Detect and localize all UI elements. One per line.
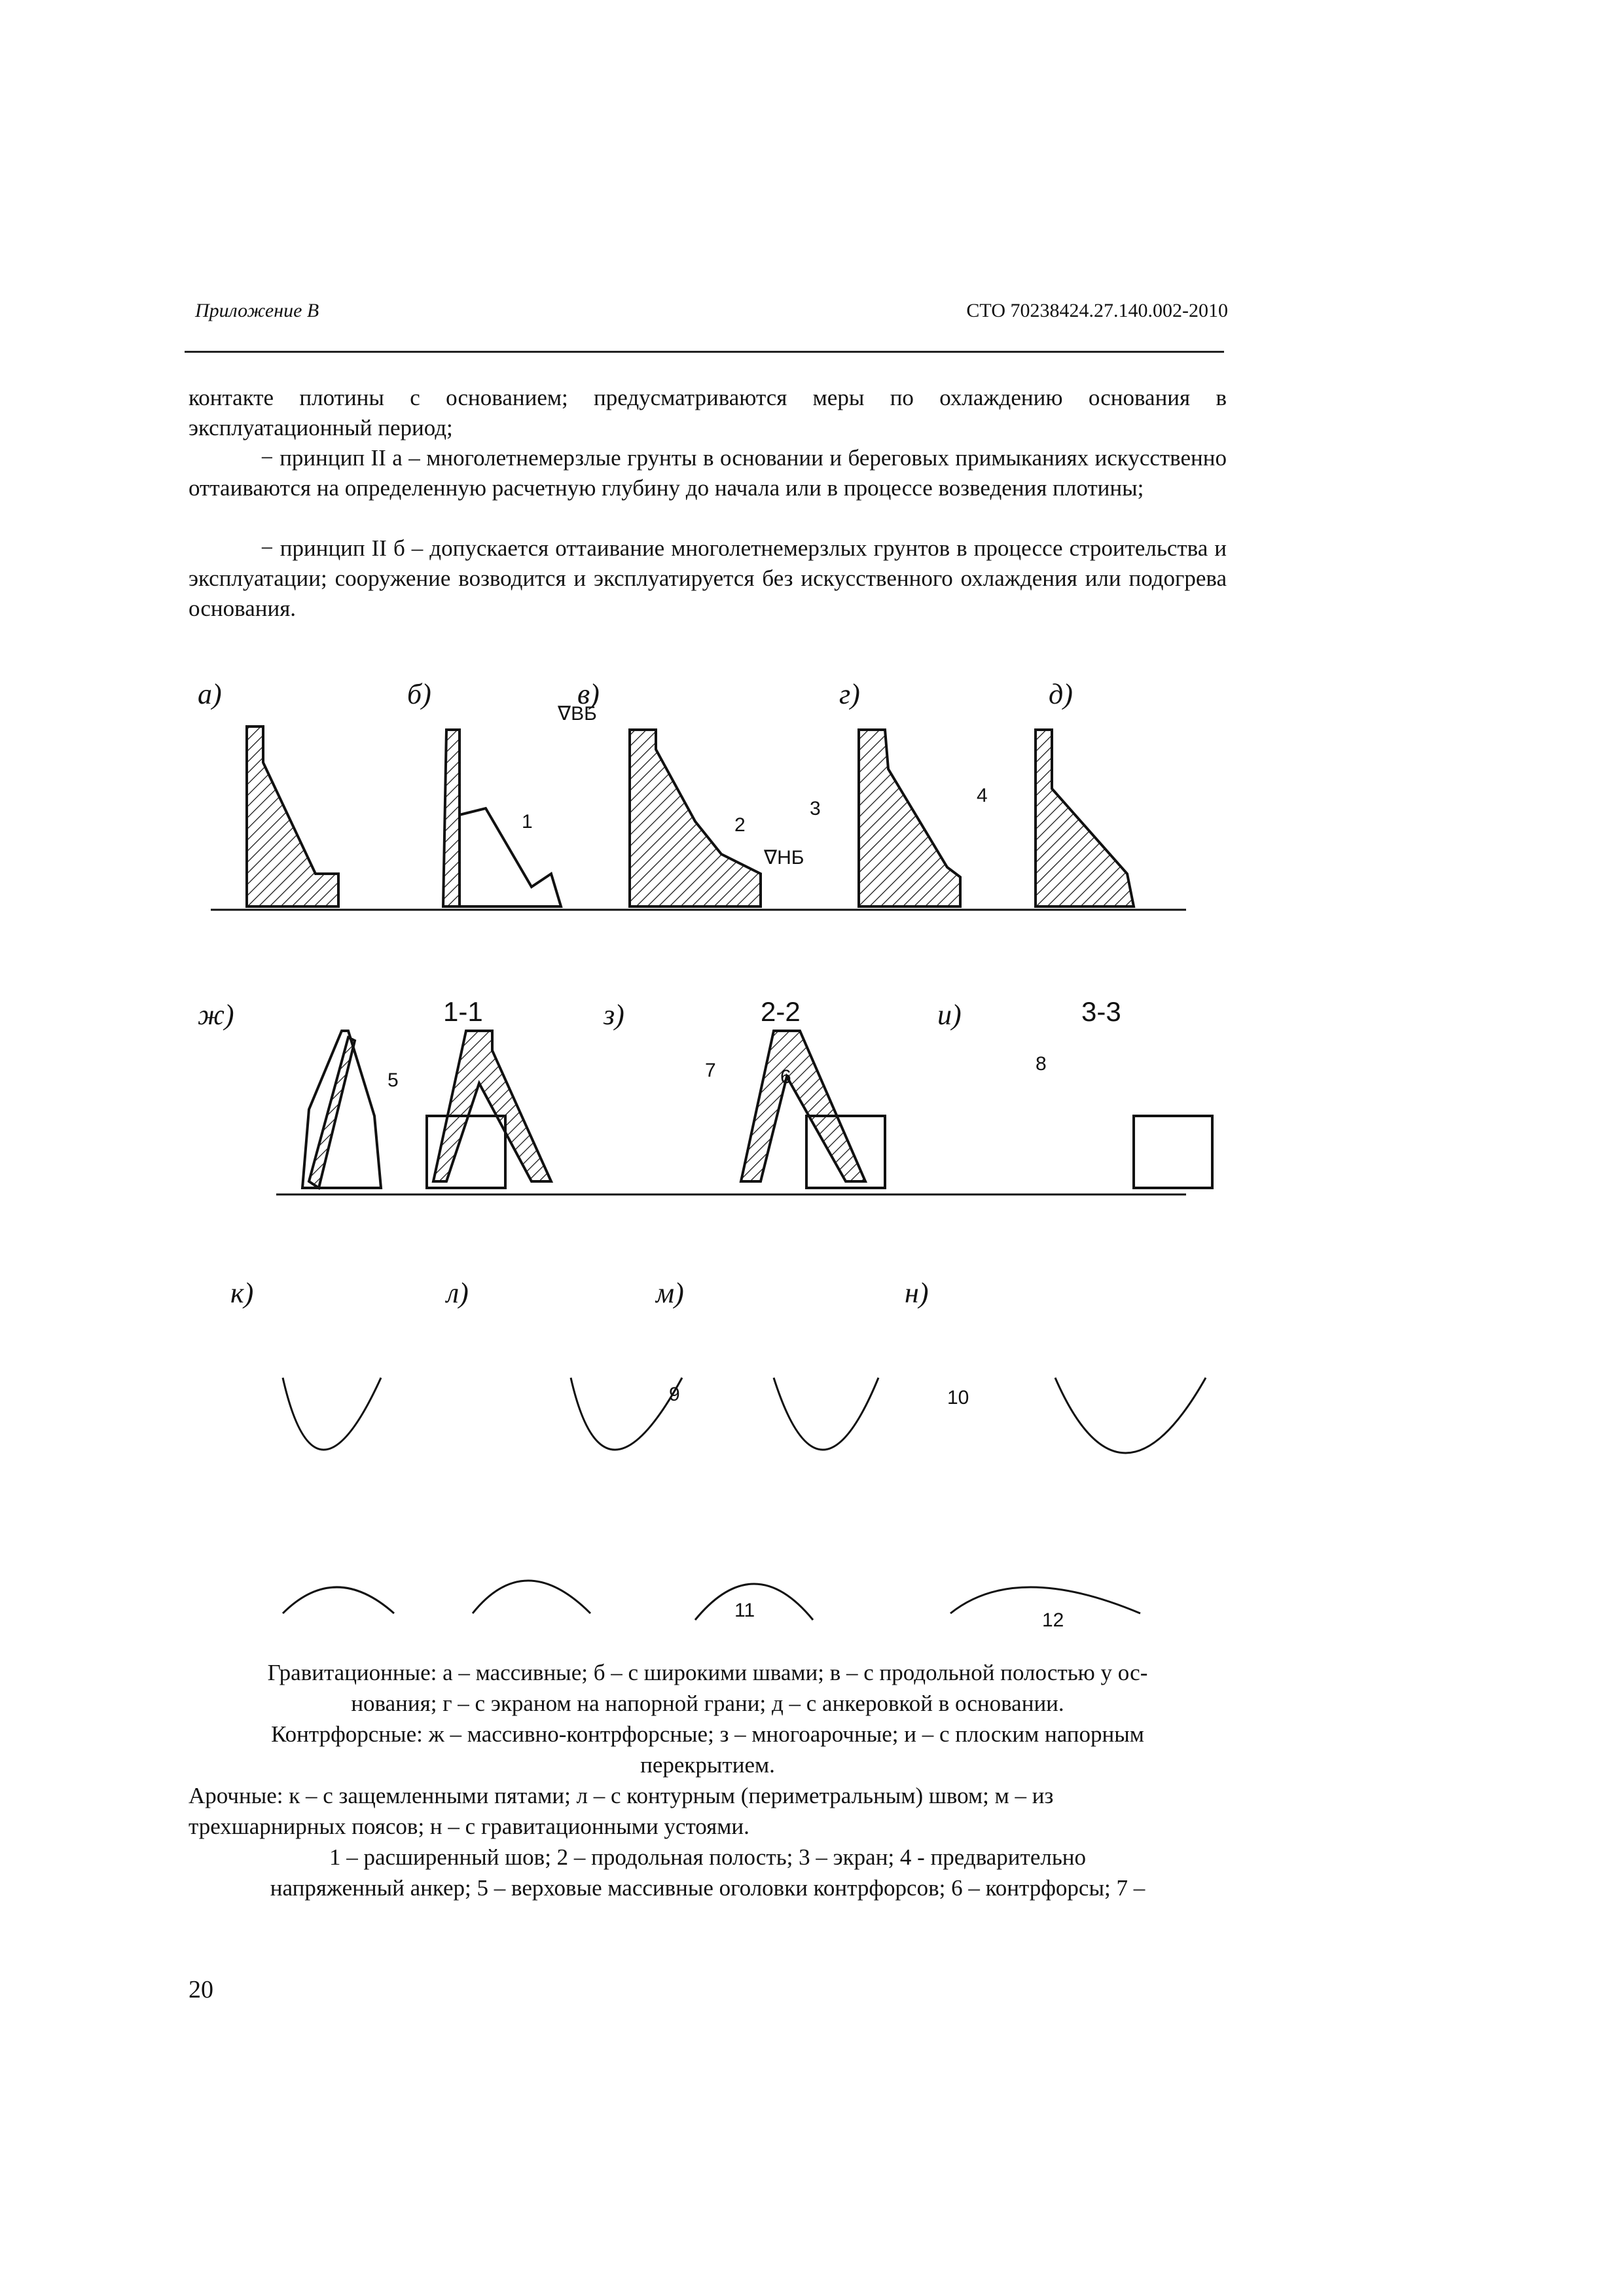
callout-12: 12: [1042, 1609, 1064, 1631]
callout-11: 11: [734, 1600, 755, 1621]
callout-9: 9: [669, 1384, 680, 1405]
header-rule: [185, 351, 1224, 353]
paragraph-1: контакте плотины с основанием; предусматриваются меры по охлаждению основания в эксплуатационный период;: [189, 385, 1227, 440]
caption-arch-2: трехшарнирных поясов; н – с гравитационными устоями.: [189, 1814, 749, 1839]
section-label-2-2: 2-2: [761, 996, 801, 1027]
page-number: 20: [189, 1976, 213, 2003]
panel-label-v: в): [577, 678, 600, 710]
panel-label-n: н): [905, 1277, 929, 1309]
callout-7: 7: [705, 1060, 716, 1081]
callout-4: 4: [977, 785, 988, 806]
panel-label-a: а): [198, 678, 222, 710]
panel-label-d: д): [1049, 678, 1073, 710]
callout-5: 5: [388, 1069, 399, 1091]
callout-1: 1: [522, 811, 533, 833]
caption-gravity-2: нования; г – с экраном на напорной грани; д – с анкеровкой в основании.: [351, 1691, 1064, 1716]
callout-10: 10: [947, 1387, 969, 1408]
caption-legend-1: 1 – расширенный шов; 2 – продольная полость; 3 – экран; 4 - предварительно: [329, 1844, 1087, 1870]
panel-label-m: м): [656, 1277, 684, 1309]
caption-gravity-1: Гравитационные: а – массивные; б – с широкими швами; в – с продольной полостью у ос-: [267, 1660, 1148, 1685]
panel-label-b: б): [407, 678, 431, 710]
panel-label-z: з): [604, 999, 624, 1031]
callout-2: 2: [734, 814, 746, 836]
caption-buttress-1: Контрфорсные: ж – массивно-контрфорсные; з – многоарочные; и – с плоским напорным: [271, 1721, 1144, 1747]
caption-arch-1: Арочные: к – с защемленными пятами; л – с контурным (периметральным) швом; м – из: [189, 1783, 1054, 1808]
panel-label-g: г): [839, 678, 860, 710]
level-label-downstream: ∇НБ: [764, 847, 804, 869]
callout-3: 3: [810, 798, 821, 819]
level-label-upstream: ∇ВБ: [558, 703, 597, 725]
caption-legend-2: напряженный анкер; 5 – верховые массивные оголовки контрфорсов; 6 – контрфорсы; 7 –: [270, 1875, 1146, 1901]
paragraph-3: − принцип II б – допускается оттаивание многолетнемерзлых грунтов в процессе строительства и эксплуатации; сооружение возводится и эксплуатируется без искусственного охлаждения или подогрева основания.: [189, 535, 1227, 621]
header-standard-code: СТО 70238424.27.140.002-2010: [966, 300, 1228, 321]
caption-buttress-2: перекрытием.: [640, 1752, 775, 1778]
panel-label-l: л): [446, 1277, 469, 1309]
section-label-1-1: 1-1: [443, 996, 483, 1027]
callout-6: 6: [780, 1066, 791, 1088]
panel-label-i: и): [937, 999, 962, 1031]
header-appendix: Приложение В: [195, 300, 319, 321]
dam-types-figure: [185, 658, 1225, 1646]
panel-label-k: к): [230, 1277, 254, 1309]
paragraph-2: − принцип II а – многолетнемерзлые грунты в основании и береговых примыканиях искусственно оттаиваются на определенную расчетную глубину до начала или в процессе возведения плотины;: [189, 445, 1227, 501]
panel-label-zh: ж): [198, 999, 234, 1031]
section-label-3-3: 3-3: [1081, 996, 1121, 1027]
callout-8: 8: [1036, 1053, 1047, 1075]
